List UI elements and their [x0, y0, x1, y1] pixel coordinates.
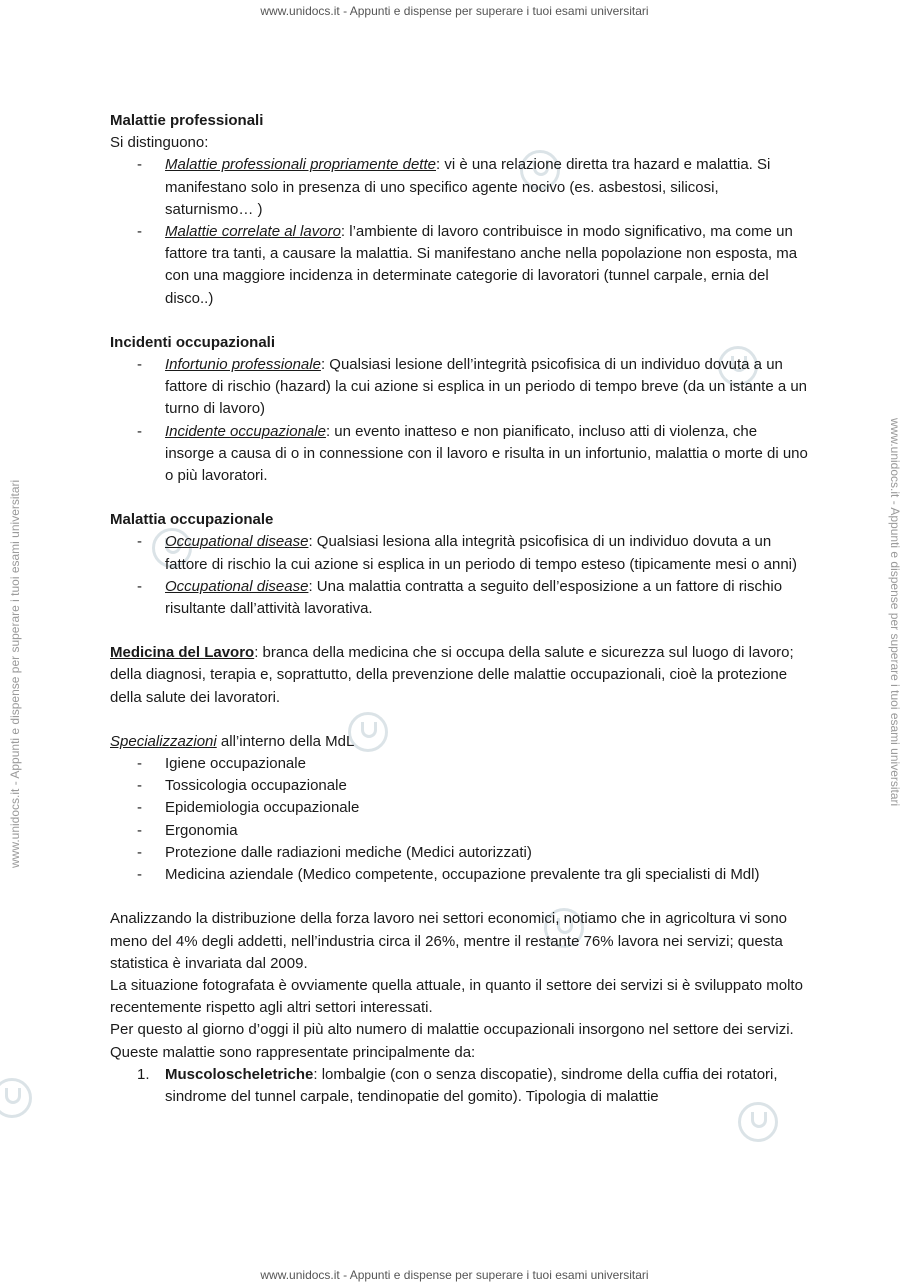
list-item: - Igiene occupazionale — [137, 755, 306, 773]
heading-text: all’interno della MdL — [216, 732, 355, 750]
term: Infortunio professionale — [165, 356, 321, 374]
left-side-watermark: www.unidocs.it - Appunti e dispense per superare i tuoi esami universitari — [8, 479, 22, 868]
paragraph-settore-servizi: Per questo al giorno d’oggi il più alto numero di malattie occupazionali insorgono nel settore dei servizi. — [110, 1021, 794, 1039]
specializzazioni-heading — [110, 731, 810, 753]
list-item: - Occupational disease: Una malattia contratta a seguito dell’esposizione a un fattore di rischio risultante dall’attività lavorativa. — [137, 577, 783, 618]
header-watermark: www.unidocs.it - Appunti e dispense per superare i tuoi esami universitari — [260, 4, 649, 18]
list-item: - Occupational disease: Qualsiasi lesiona alla integrità psicofisica di un individuo dovuta a un fattore di rischio la cui azione si esplica in un periodo di tempo esteso (tipicamente mesi o anni) — [137, 533, 797, 573]
list-item: - Ergonomia — [137, 821, 238, 839]
term: Malattie professionali propriamente dette — [165, 156, 436, 174]
section-title-malattie-professionali: Malattie professionali — [110, 112, 264, 129]
list-item: - Protezione dalle radiazioni mediche (Medici autorizzati) — [137, 843, 532, 861]
document-page — [110, 110, 810, 1108]
specializzazioni-list — [110, 753, 810, 886]
malattie-professionali-list — [110, 154, 810, 309]
malattie-numbered-list — [110, 1064, 810, 1108]
definition: : un evento inatteso e non pianificato, incluso atti di violenza, che insorge a causa di o in connessione con il lavoro e risulta in un infortunio, malattia o morte di uno o più lavoratori. — [165, 422, 808, 485]
definition: : l’ambiente di lavoro contribuisce in modo significativo, ma come un fattore tra tanti, a causare la malattia. Si manifestano anche nella popolazione non esposta, ma con una maggiore incidenza in determinate categorie di lavoratori (tunnel carpale, ernia del disco..) — [165, 223, 798, 307]
list-item: - Malattie professionali propriamente dette: vi è una relazione diretta tra hazard e malattia. Si manifestano solo in presenza di uno specifico agente nocivo (es. asbestosi, silicosi, saturnismo… ) — [137, 156, 771, 218]
definition: : lombalgie (con o senza discopatie), sindrome della cuffia dei rotatori, sindrome del tunnel carpale, tendinopatie del gomito). Tipologia di malattie — [165, 1065, 778, 1105]
term: Specializzazioni — [110, 732, 217, 750]
definition: : branca della medicina che si occupa della salute e sicurezza sul luogo di lavoro; della diagnosi, terapia e, soprattutto, della prevenzione delle malattie occupazionali, cioè la protezione della salute dei lavoratori. — [110, 644, 794, 706]
list-item: 1. Muscoloscheletriche: lombalgie (con o senza discopatie), sindrome della cuffia dei rotatori, sindrome del tunnel carpale, tendinopatie del gomito). Tipologia di malattie — [137, 1065, 778, 1105]
term: Muscoloscheletriche — [165, 1065, 314, 1083]
right-side-watermark: www.unidocs.it - Appunti e dispense per superare i tuoi esami universitari — [888, 418, 902, 807]
list-item: - Epidemiologia occupazionale — [137, 799, 360, 817]
section-intro: Si distinguono: — [110, 134, 209, 152]
term: Occupational disease — [165, 533, 309, 551]
incidenti-occupazionali-list — [110, 354, 810, 487]
section-title-malattia-occupazionale: Malattia occupazionale — [110, 511, 274, 529]
malattia-occupazionale-list — [110, 531, 810, 620]
term: Malattie correlate al lavoro — [165, 223, 341, 241]
paragraph-forza-lavoro: Analizzando la distribuzione della forza lavoro nei settori economici, notiamo che in agricoltura vi sono meno del 4% degli addetti, nell’industria circa il 26%, mentre il restante 76% lavora nei servizi; questa statistica è invariata dal 2009. — [110, 910, 788, 972]
list-item: - Tossicologia occupazionale — [137, 777, 347, 795]
term: Incidente occupazionale — [165, 422, 326, 440]
list-item: - Medicina aziendale (Medico competente, occupazione prevalente tra gli specialisti di Mdl) — [137, 866, 760, 884]
definition: : vi è una relazione diretta tra hazard e malattia. Si manifestano solo in presenza di uno specifico agente nocivo (es. asbestosi, silicosi, saturnismo… ) — [165, 156, 771, 218]
list-item: - Malattie correlate al lavoro: l’ambiente di lavoro contribuisce in modo significativo, ma come un fattore tra tanti, a causare la malattia. Si manifestano anche nella popolazione non esposta, ma con una maggiore incidenza in determinate categorie di lavoratori (tunnel carpale, ernia del disco..) — [137, 223, 798, 307]
section-title-incidenti-occupazionali: Incidenti occupazionali — [110, 333, 276, 351]
paragraph-malattie-intro: Queste malattie sono rappresentate principalmente da: — [110, 1043, 476, 1061]
medicina-del-lavoro-paragraph — [110, 642, 810, 709]
paragraph-situazione: La situazione fotografata è ovviamente quella attuale, in quanto il settore dei servizi si è sviluppato molto recentemente rispetto agli altri settori interessati. — [110, 976, 803, 1017]
term: Medicina del Lavoro — [110, 644, 255, 662]
definition: : Una malattia contratta a seguito dell’esposizione a un fattore di rischio risultante dall’attività lavorativa. — [165, 577, 783, 618]
definition: : Qualsiasi lesiona alla integrità psicofisica di un individuo dovuta a un fattore di rischio la cui azione si esplica in un periodo di tempo esteso (tipicamente mesi o anni) — [165, 533, 797, 573]
term: Occupational disease — [165, 577, 309, 595]
list-item: - Incidente occupazionale: un evento inatteso e non pianificato, incluso atti di violenza, che insorge a causa di o in connessione con il lavoro e risulta in un infortunio, malattia o morte di uno o più lavoratori. — [137, 422, 808, 485]
footer-watermark: www.unidocs.it - Appunti e dispense per superare i tuoi esami universitari — [260, 1268, 649, 1282]
list-item: - Infortunio professionale: Qualsiasi lesione dell’integrità psicofisica di un individuo dovuta a un fattore di rischio (hazard) la cui azione si esplica in un periodo di tempo breve (da un istante a un turno di lavoro) — [137, 356, 808, 418]
unidocs-logo-watermark-icon — [0, 1078, 32, 1118]
definition: : Qualsiasi lesione dell’integrità psicofisica di un individuo dovuta a un fattore di rischio (hazard) la cui azione si esplica in un periodo di tempo breve (da un istante a un turno di lavoro) — [165, 356, 808, 418]
